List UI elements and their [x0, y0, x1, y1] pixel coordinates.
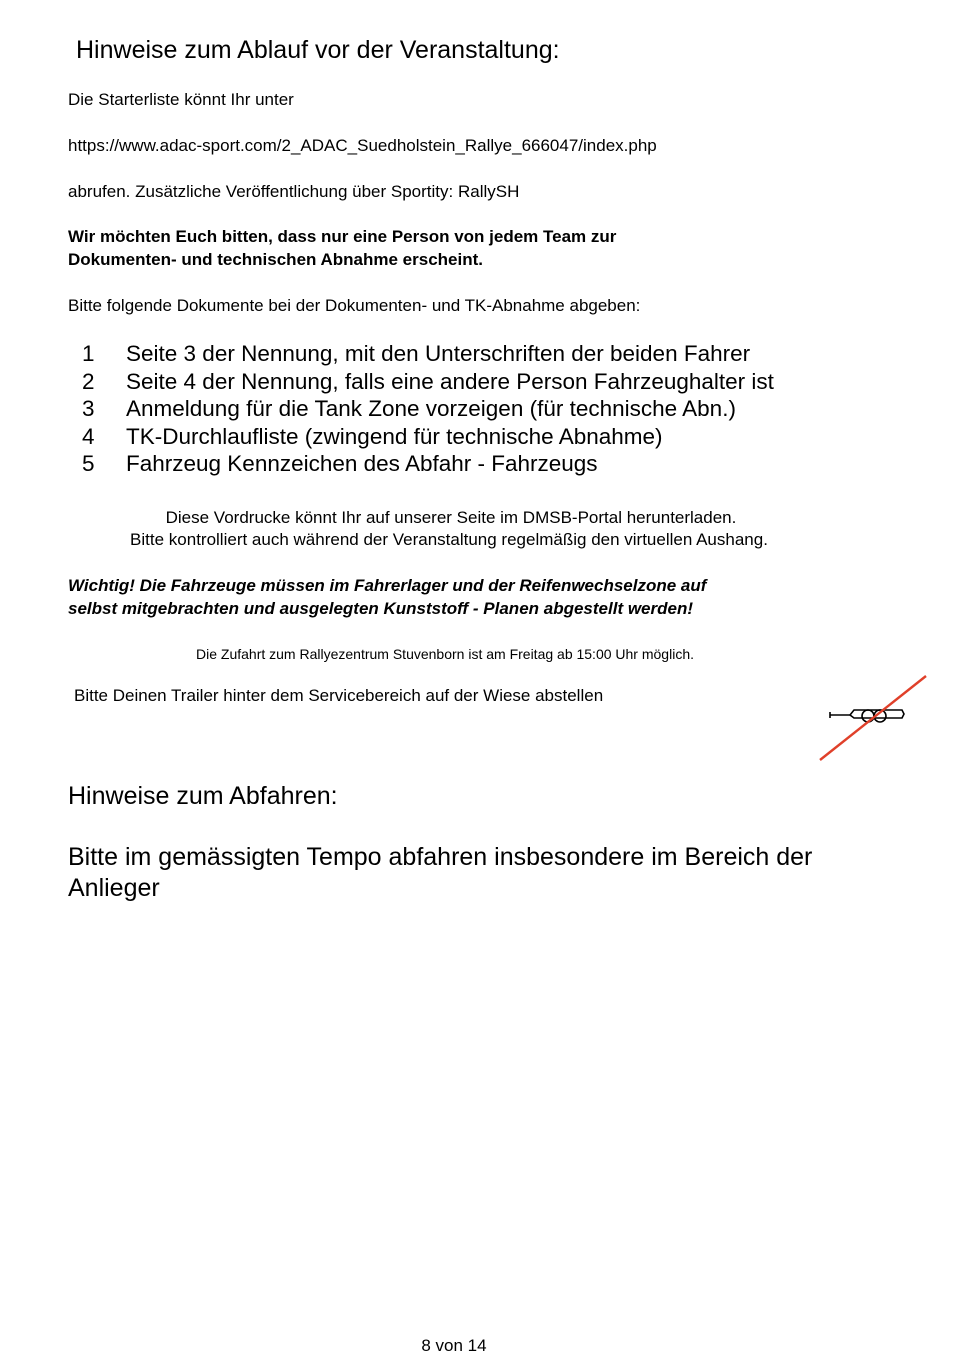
starter-text: Die Starterliste könnt Ihr unter [68, 90, 294, 109]
list-text: Seite 4 der Nennung, falls eine andere Person Fahrzeughalter ist [126, 368, 774, 394]
list-text: TK-Durchlaufliste (zwingend für technische Abnahme) [126, 423, 663, 449]
list-item [82, 450, 774, 478]
list-text: Seite 3 der Nennung, mit den Unterschriften der beiden Fahrer [126, 341, 751, 366]
zufahrt-text: Die Zufahrt zum Rallyezentrum Stuvenborn ist am Freitag ab 15:00 Uhr möglich. [196, 646, 694, 662]
page-number: 8 von 14 [421, 1336, 487, 1355]
abfahren-text: Bitte im gemässigten Tempo abfahren insbesondere im Bereich der Anlieger [68, 843, 813, 902]
page-heading: Hinweise zum Ablauf vor der Veranstaltung: [76, 36, 560, 64]
wichtig-line-1: Wichtig! Die Fahrzeuge müssen im Fahrerlager und der Reifenwechselzone auf [68, 576, 707, 595]
list-number: 1 [82, 341, 95, 366]
list-item [82, 395, 774, 423]
list-number: 3 [82, 396, 95, 421]
abfahren-heading: Hinweise zum Abfahren: [68, 782, 338, 810]
starter-url: https://www.adac-sport.com/2_ADAC_Suedholstein_Rallye_666047/index.php [68, 136, 657, 155]
list-item [82, 423, 774, 451]
wichtig-line-2: selbst mitgebrachten und ausgelegten Kunststoff - Planen abgestellt werden! [68, 599, 694, 618]
kontrolle-text: Bitte kontrolliert auch während der Veranstaltung regelmäßig den virtuellen Aushang. [130, 530, 768, 549]
crossed-out-trailer-icon [816, 674, 932, 764]
documents-intro: Bitte folgende Dokumente bei der Dokumenten- und TK-Abnahme abgeben: [68, 296, 641, 315]
bold-notice-line-2: Dokumenten- und technischen Abnahme erscheint. [68, 250, 483, 269]
list-text: Anmeldung für die Tank Zone vorzeigen (für technische Abn.) [126, 396, 736, 421]
list-text: Fahrzeug Kennzeichen des Abfahr - Fahrzeugs [126, 451, 598, 476]
documents-list [82, 340, 774, 478]
bold-notice-line-1: Wir möchten Euch bitten, dass nur eine Person von jedem Team zur [68, 227, 617, 246]
list-item [82, 340, 774, 368]
list-item [82, 368, 774, 396]
vordrucke-text: Diese Vordrucke könnt Ihr auf unserer Seite im DMSB-Portal herunterladen. [165, 508, 737, 527]
list-number: 2 [82, 368, 95, 394]
abrufen-text: abrufen. Zusätzliche Veröffentlichung über Sportity: RallySH [68, 182, 520, 201]
list-number: 4 [82, 423, 95, 449]
list-number: 5 [82, 451, 95, 476]
trailer-text: Bitte Deinen Trailer hinter dem Servicebereich auf der Wiese abstellen [74, 686, 604, 705]
